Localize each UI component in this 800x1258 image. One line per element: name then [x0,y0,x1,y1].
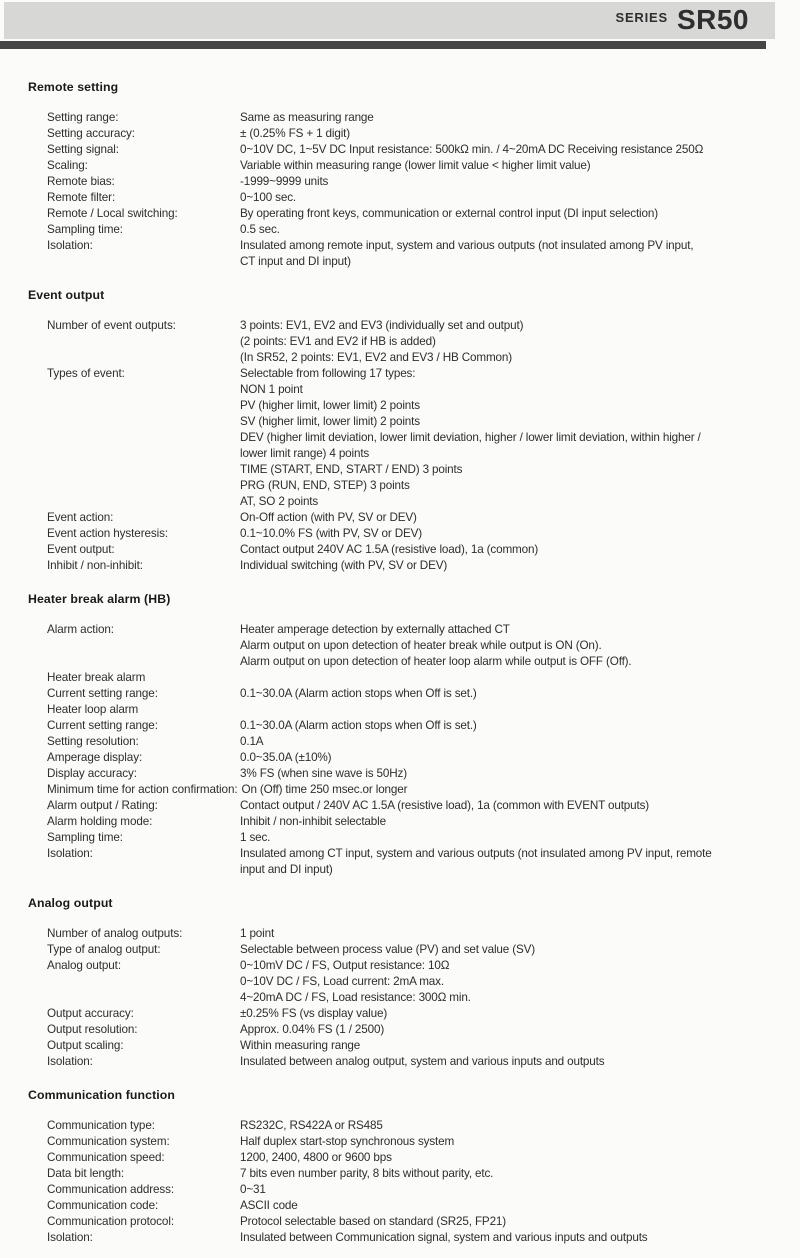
spec-section [28,593,776,878]
spec-value-line: PRG (RUN, END, STEP) 3 points [240,479,410,492]
spec-value [240,942,776,958]
section-title: Heater break alarm (HB) [28,592,171,606]
spec-label: Heater loop alarm [47,703,139,716]
spec-row [47,1166,776,1182]
spec-value-line: By operating front keys, communication or external control input (DI input selection) [240,207,658,220]
spec-row [47,1038,776,1054]
spec-row [47,702,776,718]
spec-label: Event action hysteresis: [47,527,169,540]
spec-value-line: 0~10V DC, 1~5V DC Input resistance: 500kΩ min. / 4~20mA DC Receiving resistance 250Ω [240,143,704,156]
spec-row [47,542,776,558]
spec-value [240,222,776,238]
spec-value-line: -1999~9999 units [240,175,329,188]
spec-label: Event action: [47,511,114,524]
spec-value-line: 1 sec. [240,831,271,844]
spec-value [240,846,776,878]
spec-row [47,734,776,750]
spec-row [47,142,776,158]
spec-value-line: 0~31 [240,1183,266,1196]
spec-row [47,510,776,526]
spec-value-line: NON 1 point [240,383,303,396]
spec-value [240,526,776,542]
spec-label: Number of event outputs: [47,319,176,332]
spec-label: Communication type: [47,1119,155,1132]
spec-label: Setting resolution: [47,735,139,748]
spec-row [47,1054,776,1070]
spec-value-line: 3% FS (when sine wave is 50Hz) [240,767,407,780]
spec-value [240,1134,776,1150]
spec-label: Current setting range: [47,687,158,700]
spec-row [47,830,776,846]
spec-value [240,558,776,574]
spec-row [47,110,776,126]
spec-value-line: lower limit range) 4 points [240,447,370,460]
spec-value [240,750,776,766]
spec-label: Sampling time: [47,831,123,844]
spec-value-line: Insulated between Communication signal, system and various inputs and outputs [240,1231,648,1244]
spec-label: Isolation: [47,1231,93,1244]
spec-value [240,926,776,942]
spec-value [240,542,776,558]
section-rows [47,110,776,270]
section-rows [47,622,776,878]
spec-label: Types of event: [47,367,125,380]
spec-value-line: Insulated among CT input, system and various outputs (not insulated among PV input, remote [240,847,712,860]
spec-label: Remote bias: [47,175,115,188]
spec-value-line: ±0.25% FS (vs display value) [240,1007,388,1020]
spec-row [47,942,776,958]
spec-row [47,174,776,190]
spec-section [28,289,776,574]
spec-value-line: Selectable from following 17 types: [240,367,416,380]
spec-value [240,1054,776,1070]
spec-label: Isolation: [47,847,93,860]
spec-value-line: Approx. 0.04% FS (1 / 2500) [240,1023,385,1036]
spec-row [47,1198,776,1214]
spec-row [47,366,776,510]
spec-label: Heater break alarm [47,671,146,684]
section-rows [47,318,776,574]
spec-row [47,558,776,574]
spec-value-line: Individual switching (with PV, SV or DEV) [240,559,448,572]
spec-label: Isolation: [47,1055,93,1068]
spec-label: Remote filter: [47,191,116,204]
series-label: SERIES [615,10,668,25]
spec-label: Type of analog output: [47,943,161,956]
spec-row [47,222,776,238]
spec-label: Event output: [47,543,115,556]
spec-row [47,958,776,1006]
spec-value [240,814,776,830]
spec-label: Inhibit / non-inhibit: [47,559,143,572]
spec-label: Setting accuracy: [47,127,135,140]
spec-value-line: 0~10V DC / FS, Load current: 2mA max. [240,975,444,988]
spec-label: Isolation: [47,239,93,252]
spec-value-line: On-Off action (with PV, SV or DEV) [240,511,417,524]
spec-row [47,1134,776,1150]
spec-label: Sampling time: [47,223,123,236]
spec-label: Communication system: [47,1135,170,1148]
spec-label: Communication address: [47,1183,175,1196]
spec-value-line: Inhibit / non-inhibit selectable [240,815,386,828]
spec-label: Alarm action: [47,623,114,636]
section-title: Remote setting [28,80,119,94]
spec-value-line: Contact output / 240V AC 1.5A (resistive load), 1a (common with EVENT outputs) [240,799,650,812]
spec-value-line: 4~20mA DC / FS, Load resistance: 300Ω min. [240,991,471,1004]
spec-value-line: 0.1~10.0% FS (with PV, SV or DEV) [240,527,423,540]
spec-value-line: 0.1~30.0A (Alarm action stops when Off is set.) [240,687,477,700]
spec-value-line: PV (higher limit, lower limit) 2 points [240,399,420,412]
spec-value [240,190,776,206]
spec-label: Communication code: [47,1199,159,1212]
spec-value [240,798,776,814]
spec-row [47,1022,776,1038]
spec-label: Alarm output / Rating: [47,799,158,812]
spec-value-line: 1200, 2400, 4800 or 9600 bps [240,1151,392,1164]
spec-value [240,1038,776,1054]
spec-value [240,622,776,670]
section-title: Event output [28,288,105,302]
section-rows [47,1118,776,1246]
spec-value [240,174,776,190]
spec-row [47,718,776,734]
spec-value-line: 0.5 sec. [240,223,280,236]
spec-value [240,1230,776,1246]
spec-row [47,206,776,222]
spec-value [240,158,776,174]
spec-value [240,718,776,734]
spec-value-line: 0~100 sec. [240,191,297,204]
spec-row [47,766,776,782]
model-number: SR50 [676,4,749,35]
spec-section [28,897,776,1070]
spec-value-line: RS232C, RS422A or RS485 [240,1119,383,1132]
spec-value-line: (In SR52, 2 points: EV1, EV2 and EV3 / HB Common) [240,351,512,364]
spec-value-line: Protocol selectable based on standard (SR25, FP21) [240,1215,507,1228]
spec-value-line: Alarm output on upon detection of heater break while output is ON (On). [240,639,602,652]
spec-value [240,734,776,750]
spec-value [240,110,776,126]
spec-row [47,190,776,206]
spec-label: Amperage display: [47,751,143,764]
header-gray-band [4,2,775,39]
spec-value-line: Insulated between analog output, system and various inputs and outputs [240,1055,605,1068]
spec-value [240,206,776,222]
spec-row [47,846,776,878]
spec-label: Output scaling: [47,1039,124,1052]
spec-label: Display accuracy: [47,767,137,780]
spec-section [28,81,776,270]
spec-value [240,1118,776,1134]
spec-value-line: AT, SO 2 points [240,495,319,508]
spec-value [240,510,776,526]
spec-value-line: 7 bits even number parity, 8 bits without parity, etc. [240,1167,494,1180]
spec-value [240,1006,776,1022]
spec-value-line: 0.1A [240,735,264,748]
spec-row [47,1150,776,1166]
spec-row [47,1182,776,1198]
spec-value-line: Variable within measuring range (lower limit value < higher limit value) [240,159,591,172]
spec-value-line: Alarm output on upon detection of heater loop alarm while output is OFF (Off). [240,655,632,668]
spec-row [47,1006,776,1022]
spec-row [47,814,776,830]
spec-label: Scaling: [47,159,88,172]
spec-value-line: SV (higher limit, lower limit) 2 points [240,415,420,428]
spec-value [240,366,776,510]
spec-value-line: Contact output 240V AC 1.5A (resistive load), 1a (common) [240,543,539,556]
spec-value [240,766,776,782]
spec-row [47,158,776,174]
spec-value-line: Insulated among remote input, system and various outputs (not insulated among PV input, [240,239,694,252]
spec-row [47,526,776,542]
spec-value-line: ASCII code [240,1199,298,1212]
spec-value [240,318,776,366]
spec-label: Setting signal: [47,143,119,156]
spec-value-line: TIME (START, END, START / END) 3 points [240,463,463,476]
spec-value [240,830,776,846]
spec-value-line: 3 points: EV1, EV2 and EV3 (individually set and output) [240,319,524,332]
spec-value [240,1182,776,1198]
spec-label: Output accuracy: [47,1007,134,1020]
spec-label: Analog output: [47,959,121,972]
spec-label: Communication protocol: [47,1215,174,1228]
spec-value [240,686,776,702]
spec-value-line: input and DI input) [240,863,333,876]
spec-row [47,622,776,670]
header-divider-bar [0,41,766,49]
spec-label: Minimum time for action confirmation: [47,783,238,796]
spec-value-line: 0.0~35.0A (±10%) [240,751,332,764]
spec-value [240,126,776,142]
spec-value-line: CT input and DI input) [240,255,351,268]
section-rows [47,926,776,1070]
spec-value [240,1214,776,1230]
section-title: Communication function [28,1088,176,1102]
spec-value [240,1166,776,1182]
spec-label: Data bit length: [47,1167,125,1180]
spec-value [240,142,776,158]
spec-row [47,782,776,798]
spec-value-line: ± (0.25% FS + 1 digit) [240,127,350,140]
spec-label: Current setting range: [47,719,158,732]
section-title: Analog output [28,896,113,910]
spec-label: Communication speed: [47,1151,165,1164]
spec-row [47,926,776,942]
spec-value-line: Heater amperage detection by externally attached CT [240,623,510,636]
spec-value [242,782,776,798]
spec-value [240,1150,776,1166]
spec-value [240,1198,776,1214]
spec-value-line: 0~10mV DC / FS, Output resistance: 10Ω [240,959,450,972]
spec-value [240,238,776,270]
spec-value [240,958,776,1006]
spec-row [47,750,776,766]
spec-value-line: 0.1~30.0A (Alarm action stops when Off is set.) [240,719,477,732]
spec-value-line: Selectable between process value (PV) and set value (SV) [240,943,535,956]
spec-value-line: (2 points: EV1 and EV2 if HB is added) [240,335,436,348]
spec-row [47,670,776,686]
spec-row [47,798,776,814]
spec-label: Alarm holding mode: [47,815,153,828]
spec-row [47,686,776,702]
spec-value-line: DEV (higher limit deviation, lower limit deviation, higher / lower limit deviation, within higher / [240,431,701,444]
spec-row [47,318,776,366]
spec-row [47,1118,776,1134]
spec-label: Output resolution: [47,1023,138,1036]
spec-row [47,126,776,142]
spec-value-line: On (Off) time 250 msec.or longer [241,783,408,796]
spec-label: Number of analog outputs: [47,927,183,940]
spec-row [47,1230,776,1246]
spec-row [47,238,776,270]
spec-value [240,1022,776,1038]
spec-value-line: 1 point [240,927,275,940]
spec-label: Setting range: [47,111,119,124]
spec-value-line: Within measuring range [240,1039,361,1052]
spec-label: Remote / Local switching: [47,207,178,220]
spec-value-line: Half duplex start-stop synchronous system [240,1135,455,1148]
spec-row [47,1214,776,1230]
spec-value-line: Same as measuring range [240,111,374,124]
spec-section [28,1089,776,1246]
